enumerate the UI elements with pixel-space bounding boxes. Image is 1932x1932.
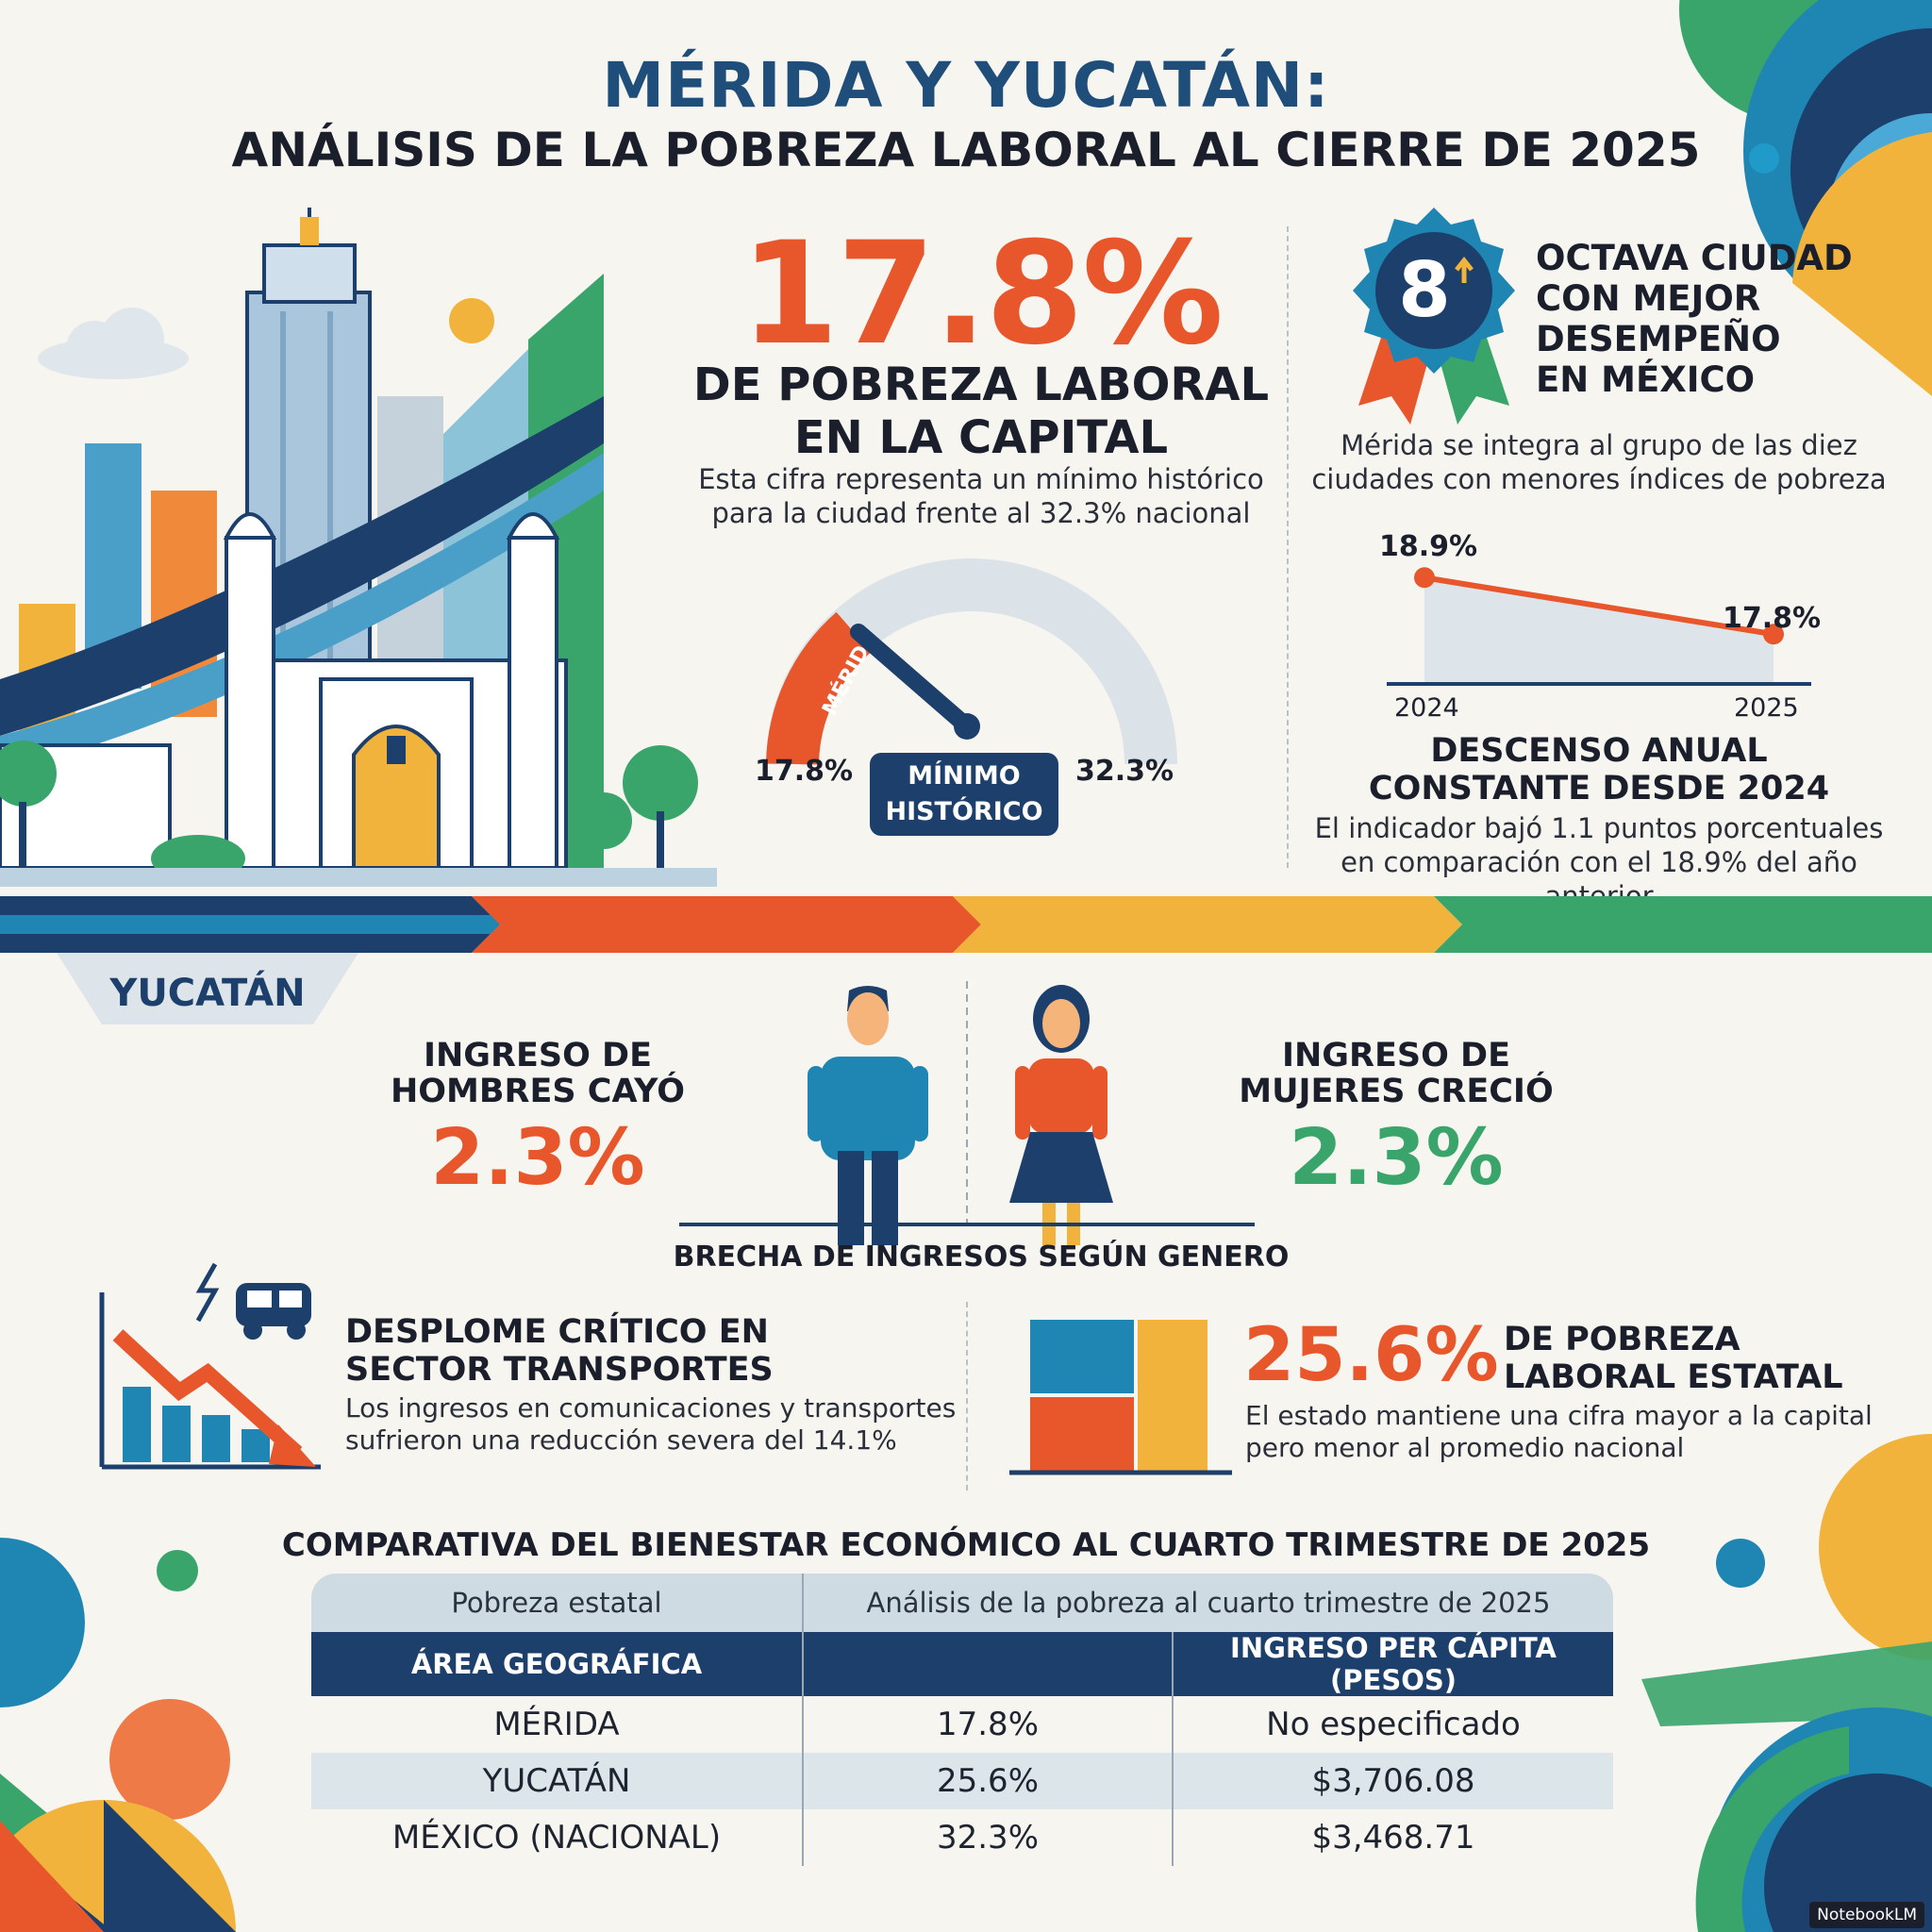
table-row xyxy=(311,1753,1613,1809)
women-label-line2: MUJERES CRECIÓ xyxy=(1239,1073,1554,1110)
col-header-area: ÁREA GEOGRÁFICA xyxy=(311,1632,803,1696)
yucatan-tab-label: YUCATÁN xyxy=(109,972,306,1015)
state-poverty-value: 25.6% xyxy=(1243,1313,1499,1398)
col-header-income: INGRESO PER CÁPITA (PESOS) xyxy=(1173,1632,1613,1696)
ranking-desc-line1: Mérida se integra al grupo de las diez xyxy=(1341,429,1857,461)
women-income-label xyxy=(1226,1038,1566,1109)
state-poverty-label xyxy=(1504,1321,1843,1396)
transport-title-line2: SECTOR TRANSPORTES xyxy=(345,1351,774,1389)
table-top-left: Pobreza estatal xyxy=(311,1574,803,1632)
car-icon xyxy=(236,1283,311,1340)
table-top-right: Análisis de la pobreza al cuarto trimestre de 2025 xyxy=(803,1574,1613,1632)
gauge-right-value: 32.3% xyxy=(1075,755,1174,788)
cell-poverty: 32.3% xyxy=(803,1809,1173,1866)
table-row xyxy=(311,1696,1613,1753)
women-income-value: 2.3% xyxy=(1289,1113,1504,1203)
state-blocks-icon xyxy=(1009,1316,1236,1476)
divider-vertical-2 xyxy=(966,1302,968,1491)
ranking-title-line3: DESEMPEÑO xyxy=(1536,319,1781,359)
trend-x-start: 2024 xyxy=(1394,693,1459,723)
transport-desc-line1: Los ingresos en comunicaciones y transportes xyxy=(345,1392,957,1424)
state-label-line1: DE POBREZA xyxy=(1504,1321,1740,1358)
transport-title-line1: DESPLOME CRÍTICO EN xyxy=(345,1313,769,1351)
comparison-title: COMPARATIVA DEL BIENESTAR ECONÓMICO AL CUARTO TRIMESTRE DE 2025 xyxy=(281,1526,1651,1564)
men-label-line2: HOMBRES CAYÓ xyxy=(390,1073,686,1110)
woman-icon xyxy=(1009,985,1113,1245)
gender-figures xyxy=(679,981,1264,1245)
transport-title xyxy=(345,1313,774,1389)
trend-title-line1: DESCENSO ANUAL xyxy=(1430,732,1768,770)
ranking-title-line2: CON MEJOR xyxy=(1536,278,1761,319)
trend-area xyxy=(1424,577,1774,684)
men-label-line1: INGRESO DE xyxy=(423,1037,652,1074)
capital-desc-line2: para la ciudad frente al 32.3% nacional xyxy=(711,497,1251,529)
notebooklm-brand-badge: NotebookLM xyxy=(1809,1902,1924,1928)
cell-poverty: 25.6% xyxy=(803,1753,1173,1809)
gauge-badge-line2: HISTÓRICO xyxy=(885,797,1043,826)
gauge-badge-line1: MÍNIMO xyxy=(908,761,1021,791)
capital-description xyxy=(660,462,1302,530)
capital-label-line1: DE POBREZA LABORAL xyxy=(692,358,1270,411)
col-header-poverty xyxy=(803,1632,1173,1696)
cell-income: $3,706.08 xyxy=(1173,1753,1613,1809)
women-label-line1: INGRESO DE xyxy=(1281,1037,1510,1074)
page-title: MÉRIDA Y YUCATÁN: xyxy=(602,49,1330,122)
ranking-title-line4: EN MÉXICO xyxy=(1536,359,1756,400)
gauge-badge xyxy=(870,753,1058,836)
comparison-table xyxy=(311,1574,1613,1866)
award-ribbon-icon xyxy=(1349,208,1519,425)
trend-title-line2: CONSTANTE DESDE 2024 xyxy=(1368,770,1830,808)
table-row xyxy=(311,1809,1613,1866)
city-illustration xyxy=(0,208,717,887)
page-subtitle: ANÁLISIS DE LA POBREZA LABORAL AL CIERRE DE 2025 xyxy=(231,123,1701,177)
ranking-description xyxy=(1302,428,1896,496)
ranking-title xyxy=(1536,238,1853,400)
table-top-row xyxy=(311,1574,1613,1632)
ranking-title-line1: OCTAVA CIUDAD xyxy=(1536,238,1853,278)
cell-area: MÉXICO (NACIONAL) xyxy=(311,1809,803,1866)
state-desc-line1: El estado mantiene una cifra mayor a la capital xyxy=(1245,1400,1873,1431)
cell-area: YUCATÁN xyxy=(311,1753,803,1809)
man-icon xyxy=(808,986,928,1245)
capital-desc-line1: Esta cifra representa un mínimo histórico xyxy=(698,463,1264,495)
gauge-arc-label: MÉRIDA xyxy=(818,627,883,720)
transport-decline-icon xyxy=(94,1255,330,1481)
ranking-desc-line2: ciudades con menores índices de pobreza xyxy=(1311,463,1887,495)
capital-label-line2: EN LA CAPITAL xyxy=(793,411,1169,464)
table-header-row xyxy=(311,1632,1613,1696)
transport-desc-line2: sufrieron una reducción severa del 14.1% xyxy=(345,1424,897,1456)
trend-start-label: 18.9% xyxy=(1379,530,1478,563)
men-income-value: 2.3% xyxy=(430,1113,645,1203)
divider-vertical xyxy=(1287,226,1289,868)
trend-point-2024 xyxy=(1414,567,1435,588)
capital-poverty-value: 17.8% xyxy=(740,212,1223,376)
gauge-needle xyxy=(858,632,967,726)
trend-end-label: 17.8% xyxy=(1723,602,1822,635)
cell-area: MÉRIDA xyxy=(311,1696,803,1753)
state-label-line2: LABORAL ESTATAL xyxy=(1504,1358,1843,1396)
color-band xyxy=(0,896,1932,953)
trend-desc-line1: El indicador bajó 1.1 puntos porcentuales xyxy=(1314,812,1884,844)
transport-description xyxy=(345,1392,956,1457)
trend-x-end: 2025 xyxy=(1734,693,1799,723)
capital-poverty-label xyxy=(660,358,1302,464)
state-poverty-description xyxy=(1245,1400,1873,1464)
award-number: 8 xyxy=(1398,246,1451,334)
gauge-left-value: 17.8% xyxy=(755,755,854,788)
gender-gap-caption: BRECHA DE INGRESOS SEGÚN GENERO xyxy=(673,1241,1290,1274)
state-desc-line2: pero menor al promedio nacional xyxy=(1245,1432,1685,1463)
trend-title xyxy=(1302,732,1896,808)
cell-income: $3,468.71 xyxy=(1311,1819,1475,1857)
cell-income: No especificado xyxy=(1266,1706,1521,1743)
cell-poverty: 17.8% xyxy=(803,1696,1173,1753)
men-income-label xyxy=(368,1038,708,1109)
trend-desc-line2: en comparación con el 18.9% del año xyxy=(1341,846,1857,878)
